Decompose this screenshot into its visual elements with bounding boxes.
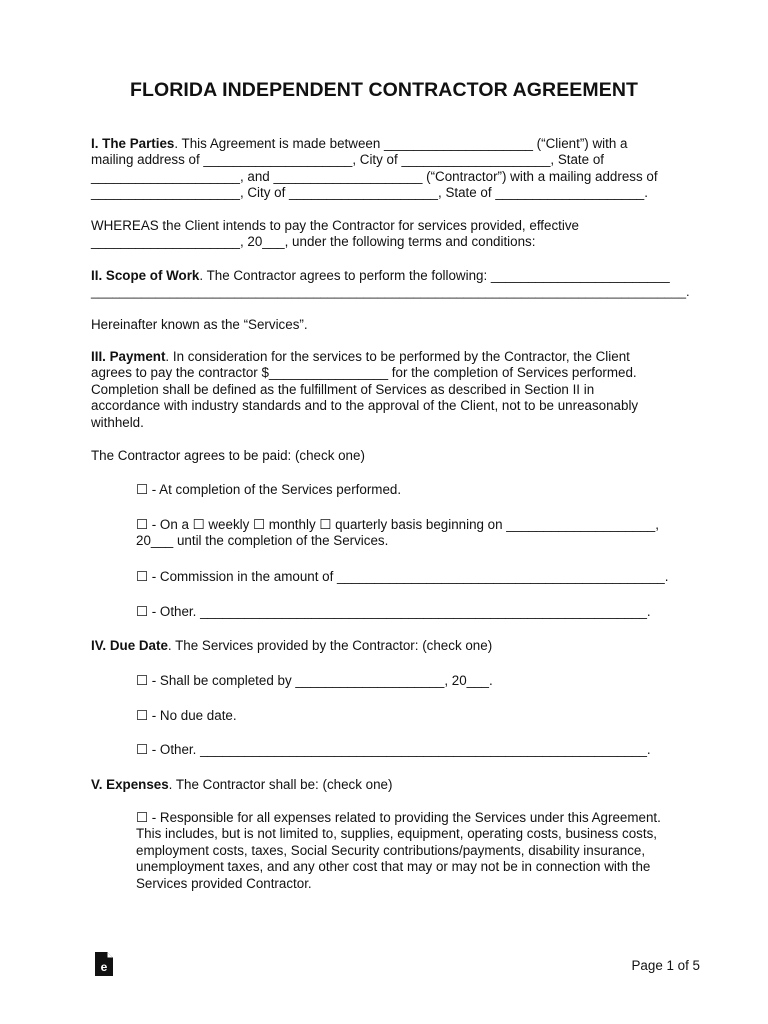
svg-text:e: e xyxy=(100,960,108,974)
due-date-option-completed-by-text: ☐ - Shall be completed by ____________________, 20___. xyxy=(136,673,493,688)
whereas-line-2: ____________________, 20___, under the following terms and conditions: xyxy=(91,234,536,250)
eforms-logo-icon xyxy=(93,950,115,978)
due-date-option-none[interactable] xyxy=(136,708,696,724)
section-payment xyxy=(91,349,691,431)
whereas-line-1: WHEREAS the Client intends to pay the Contractor for services provided, effective xyxy=(91,218,579,233)
due-date-option-other-text: ☐ - Other. ____________________________________________________________. xyxy=(136,742,651,757)
payment-option-periodic-line-1: ☐ - On a ☐ weekly ☐ monthly ☐ quarterly basis beginning on ____________________, xyxy=(136,517,659,532)
payment-line-1: . In consideration for the services to be performed by the Contractor, the Client xyxy=(165,349,630,364)
expenses-option-line-5: Services provided Contractor. xyxy=(136,875,312,891)
parties-line-2: mailing address of ____________________, City of ____________________, State of xyxy=(91,152,604,168)
section-heading-payment: III. Payment xyxy=(91,349,166,364)
hereinafter-text: Hereinafter known as the “Services”. xyxy=(91,317,308,332)
expenses-option-line-1: ☐ - Responsible for all expenses related to providing the Services under this Agreement. xyxy=(136,810,661,825)
parties-line-4: ____________________, City of ____________________, State of ____________________. xyxy=(91,185,648,201)
due-date-option-other[interactable] xyxy=(136,742,696,758)
payment-option-commission[interactable] xyxy=(136,569,696,585)
payment-line-4: accordance with industry standards and to the approval of the Client, not to be unreasonably xyxy=(91,398,639,414)
section-heading-parties: I. The Parties xyxy=(91,136,175,151)
scope-line-1: . The Contractor agrees to perform the following: ________________________ xyxy=(199,268,670,283)
scope-line-2: ___________________________________________________________________________________. xyxy=(91,284,690,300)
section-scope xyxy=(91,268,691,301)
section-heading-due-date: IV. Due Date xyxy=(91,638,168,653)
payment-line-3: Completion shall be defined as the fulfillment of Services as described in Section II in xyxy=(91,381,595,397)
section-heading-scope: II. Scope of Work xyxy=(91,268,200,283)
payment-line-2: agrees to pay the contractor $________________ for the completion of Services performed. xyxy=(91,365,637,381)
section-whereas xyxy=(91,218,691,251)
page-number: Page 1 of 5 xyxy=(631,958,700,973)
expenses-text: . The Contractor shall be: (check one) xyxy=(168,777,393,792)
services-definition xyxy=(91,317,691,333)
payment-option-other-text: ☐ - Other. ____________________________________________________________. xyxy=(136,604,651,619)
expenses-option-line-2: This includes, but is not limited to, supplies, equipment, operating costs, business costs, xyxy=(136,826,658,842)
payment-check-intro-text: The Contractor agrees to be paid: (check one) xyxy=(91,448,365,463)
payment-option-periodic-line-2: 20___ until the completion of the Services. xyxy=(136,533,389,549)
payment-line-5: withheld. xyxy=(91,414,144,430)
section-due-date xyxy=(91,638,691,654)
section-expenses xyxy=(91,777,691,793)
parties-line-3: ____________________, and ____________________ (“Contractor”) with a mailing address of xyxy=(91,168,658,184)
payment-option-completion-text: ☐ - At completion of the Services performed. xyxy=(136,482,402,497)
section-heading-expenses: V. Expenses xyxy=(91,777,169,792)
payment-check-intro xyxy=(91,448,691,464)
section-parties xyxy=(91,136,691,202)
payment-option-completion[interactable] xyxy=(136,482,696,498)
payment-option-commission-text: ☐ - Commission in the amount of ____________________________________________. xyxy=(136,569,669,584)
expenses-option-line-4: unemployment taxes, and any other cost that may or may not be in connection with the xyxy=(136,859,651,875)
due-date-option-none-text: ☐ - No due date. xyxy=(136,708,237,723)
due-date-text: . The Services provided by the Contractor: (check one) xyxy=(167,638,493,653)
parties-line-1: . This Agreement is made between ____________________ (“Client”) with a xyxy=(174,136,628,151)
payment-option-periodic[interactable] xyxy=(136,517,696,550)
document-title: FLORIDA INDEPENDENT CONTRACTOR AGREEMENT xyxy=(129,79,639,101)
expenses-option-line-3: employment costs, taxes, Social Security contributions/payments, disability insurance, xyxy=(136,842,646,858)
due-date-option-completed-by[interactable] xyxy=(136,673,696,689)
payment-option-other[interactable] xyxy=(136,604,696,620)
expenses-option-responsible[interactable] xyxy=(136,810,696,892)
